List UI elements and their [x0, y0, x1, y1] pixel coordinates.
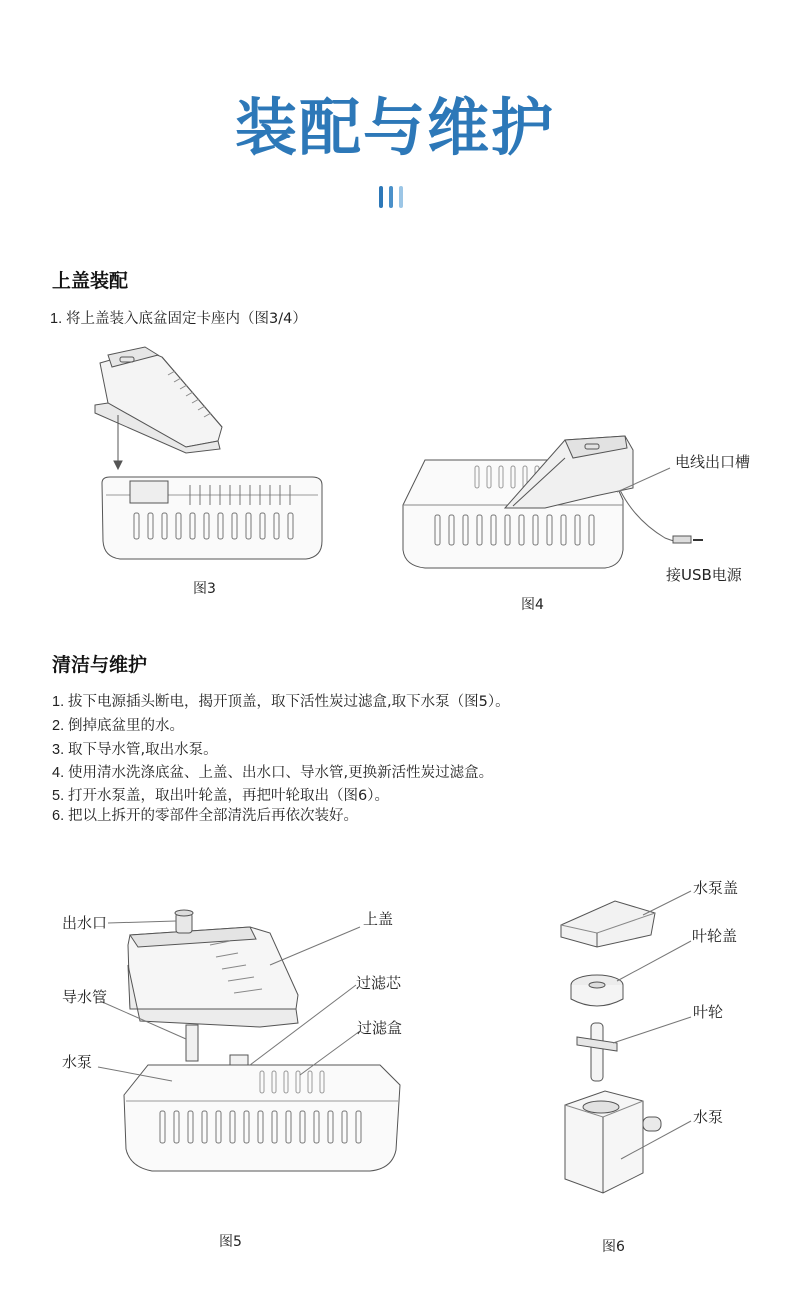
- divider-bar-1: [379, 186, 383, 208]
- label-pump-body: 水泵: [693, 1108, 724, 1126]
- figure-4-caption: 图4: [521, 597, 544, 613]
- figure-5-exploded-view: [60, 905, 410, 1185]
- label-filter-box: 过滤盒: [357, 1019, 403, 1037]
- label-filter-core: 过滤芯: [356, 974, 402, 992]
- label-impeller-cover: 叶轮盖: [692, 927, 738, 945]
- label-pump: 水泵: [62, 1053, 93, 1071]
- label-water-pipe: 导水管: [62, 988, 108, 1006]
- divider-bar-3: [399, 186, 403, 208]
- clean-step-4: 4. 使用清水洗涤底盆、上盖、出水口、导水管,更换新活性炭过滤盒。: [52, 765, 494, 781]
- clean-step-3: 3. 取下导水管,取出水泵。: [52, 742, 218, 758]
- clean-step-1: 1. 拔下电源插头断电，揭开顶盖，取下活性炭过滤盒,取下水泵（图5）。: [52, 694, 510, 710]
- label-top-cover: 上盖: [363, 910, 394, 928]
- label-cable-slot: 电线出口槽: [675, 453, 751, 471]
- figure-5-caption: 图5: [219, 1234, 242, 1250]
- figure-4-assembled-fountain: [395, 430, 665, 580]
- section-heading-cover: 上盖装配: [52, 270, 129, 292]
- clean-step-2: 2. 倒掉底盆里的水。: [52, 718, 184, 734]
- title-divider-bars: [379, 186, 411, 208]
- divider-bar-2: [389, 186, 393, 208]
- clean-step-5: 5. 打开水泵盖，取出叶轮盖，再把叶轮取出（图6）。: [52, 788, 389, 804]
- section-heading-clean: 清洁与维护: [52, 654, 148, 676]
- figure-6-caption: 图6: [602, 1239, 625, 1255]
- figure-6-pump-parts: [555, 895, 695, 1195]
- label-outlet: 出水口: [62, 914, 108, 932]
- cover-step-1: 1. 将上盖装入底盆固定卡座内（图3/4）: [50, 311, 307, 327]
- page-title: 装配与维护: [234, 91, 555, 164]
- figure-3-cover-assembly: [90, 345, 330, 575]
- label-impeller: 叶轮: [693, 1003, 724, 1021]
- clean-step-6: 6. 把以上拆开的零部件全部清洗后再依次装好。: [52, 808, 358, 824]
- label-pump-cover: 水泵盖: [693, 879, 739, 897]
- figure-3-caption: 图3: [193, 581, 216, 597]
- label-usb-power: 接USB电源: [666, 566, 742, 584]
